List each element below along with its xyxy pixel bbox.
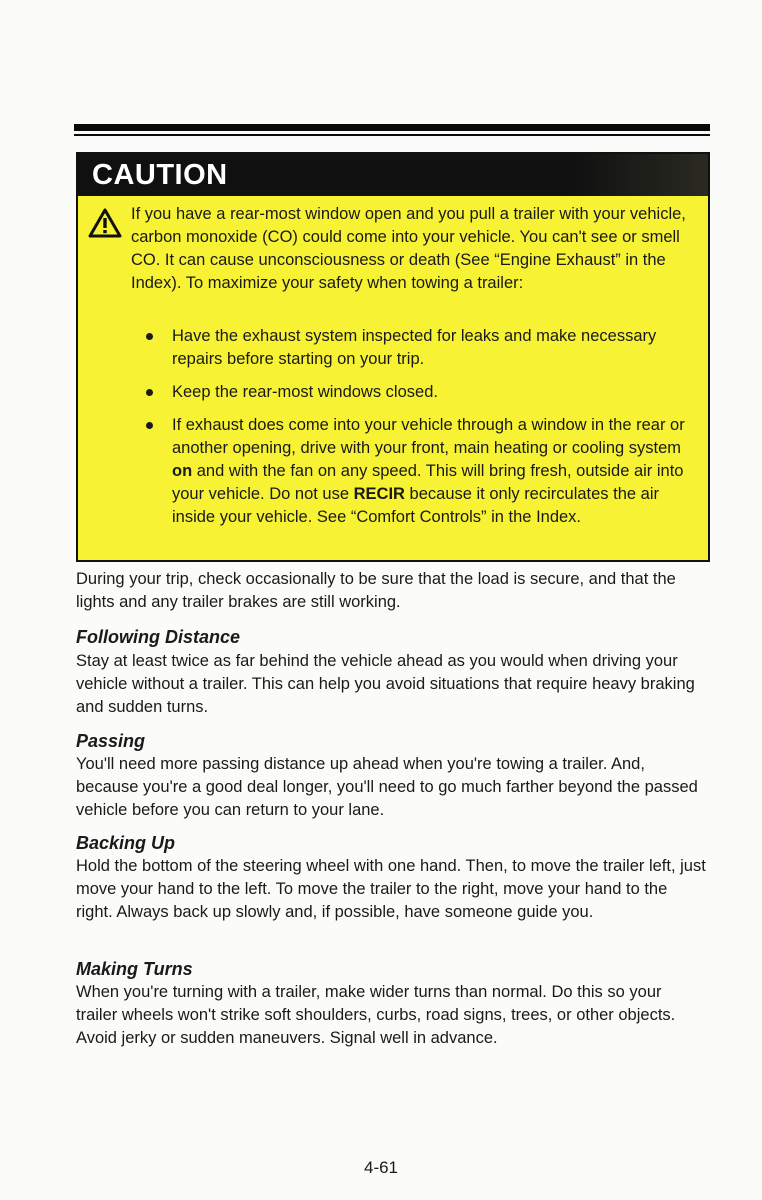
page-number: 4-61 xyxy=(363,1158,399,1177)
caution-bullet-text: Have the exhaust system inspected for leaks and make necessary repairs before starting on your trip. xyxy=(172,327,657,368)
section-heading-passing: Passing xyxy=(76,731,146,751)
section-body-making-turns: When you're turning with a trailer, make wider turns than normal. Do this so your trailer wheels won't strike soft shoulders, curbs, road signs, trees, or other objects. Avoid jerky or sudden maneuvers. Signal well in advance. xyxy=(76,983,676,1047)
bullet-dot-icon xyxy=(146,333,153,340)
section-heading-following-distance: Following Distance xyxy=(76,627,241,647)
warning-triangle-icon xyxy=(88,208,122,238)
caution-bullet-text-part3: because it only recirculates the air inside your vehicle. See “Comfort Controls” in the Index. xyxy=(172,485,659,526)
caution-bullet-item xyxy=(126,414,704,529)
section-body-following-distance: Stay at least twice as far behind the vehicle ahead as you would when driving your vehicle without a trailer. This can help you avoid situations that require heavy braking and sudden turns. xyxy=(76,652,695,716)
caution-title: CAUTION xyxy=(92,159,228,191)
trip-paragraph: During your trip, check occasionally to be sure that the load is secure, and that the lights and any trailer brakes are still working. xyxy=(76,570,676,611)
bullet-dot-icon xyxy=(146,389,153,396)
section-heading-making-turns: Making Turns xyxy=(76,959,193,979)
bullet-dot-icon xyxy=(146,422,153,429)
caution-bold-on: on xyxy=(172,462,193,480)
caution-box xyxy=(76,152,710,562)
caution-bullet-text-part2: and with the fan on any speed. This will bring fresh, outside air into your vehicle. Do not use xyxy=(172,462,684,503)
caution-intro-text: If you have a rear-most window open and you pull a trailer with your vehicle, carbon monoxide (CO) could come into your vehicle. You can't see or smell CO. It can cause unconsciousness or death (See “Engine Exhaust” in the Index). To maximize your safety when towing a trailer: xyxy=(131,205,686,292)
section-body-backing-up: Hold the bottom of the steering wheel with one hand. Then, to move the trailer left, just move your hand to the left. To move the trailer to the right, move your hand to the right. Always back up slowly and, if possible, have someone guide you. xyxy=(76,857,706,921)
caution-bold-recir: RECIR xyxy=(353,485,405,503)
section-body-passing: You'll need more passing distance up ahead when you're towing a trailer. And, because you're a good deal longer, you'll need to go much farther beyond the passed vehicle before you can return to your lane. xyxy=(76,755,698,819)
caution-header xyxy=(78,154,708,196)
caution-bullet-list xyxy=(126,325,704,539)
section-heading-backing-up: Backing Up xyxy=(76,833,176,853)
caution-bullet-item xyxy=(126,325,704,371)
top-rule-thick xyxy=(74,124,710,131)
top-rule-thin xyxy=(74,134,710,136)
caution-bullet-text-part1: If exhaust does come into your vehicle through a window in the rear or another opening, drive with your front, main heating or cooling system xyxy=(172,416,685,457)
caution-bullet-item xyxy=(126,381,704,404)
caution-bullet-text: Keep the rear-most windows closed. xyxy=(172,383,438,401)
